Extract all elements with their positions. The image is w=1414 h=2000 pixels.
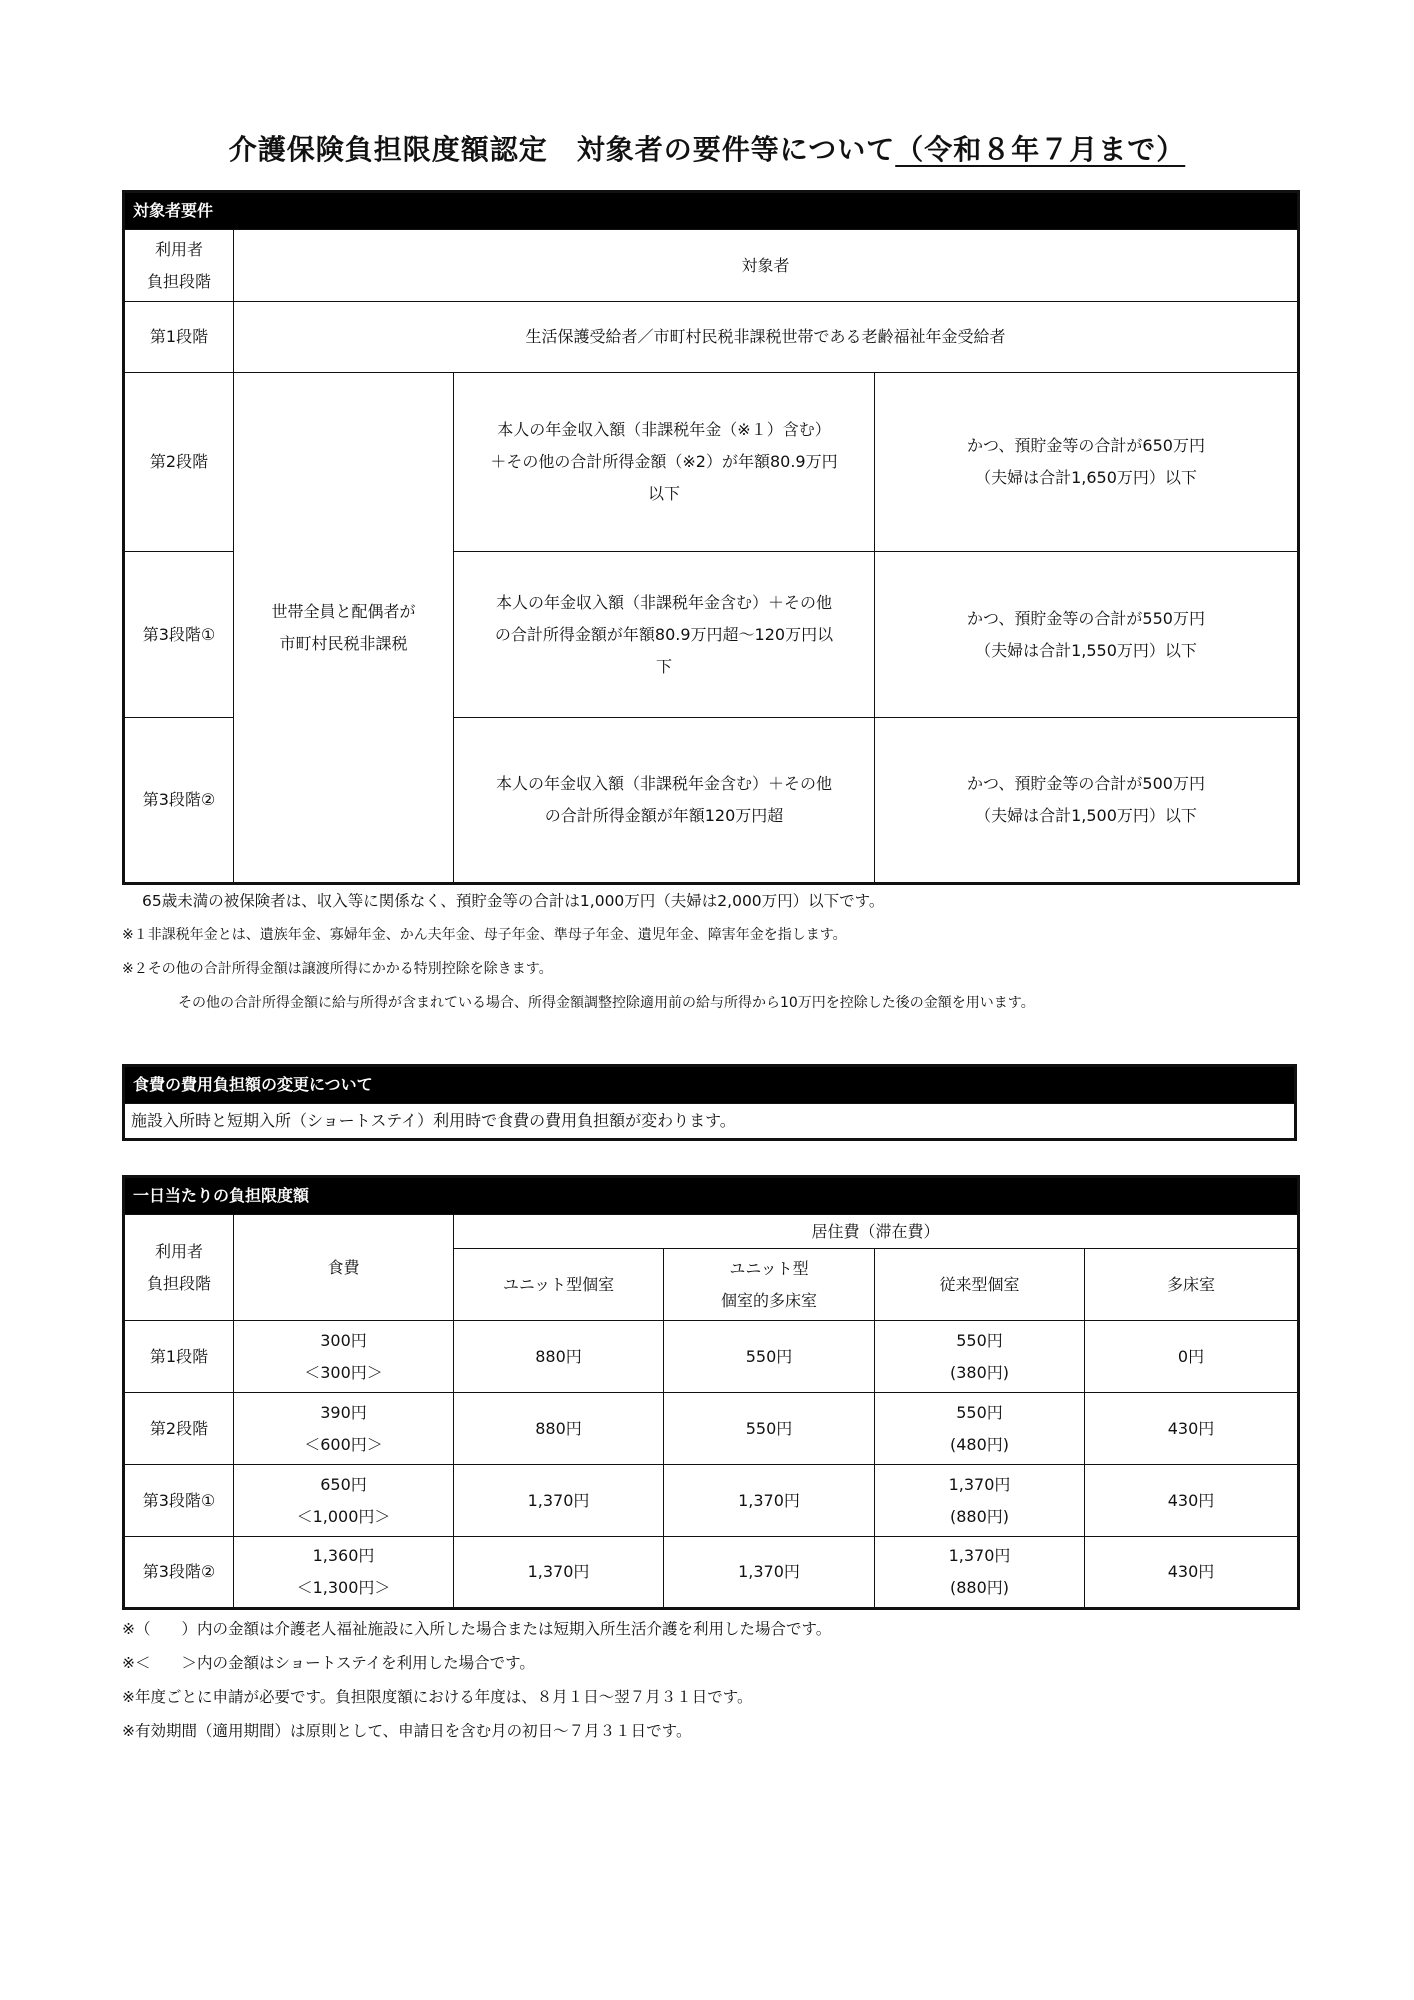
dl-col-conventional: 従来型個室 — [875, 1249, 1085, 1321]
note-salary-income: その他の合計所得金額に給与所得が含まれている場合、所得金額調整控除適用前の給与所得から10万円を控除した後の金額を用います。 — [178, 995, 1035, 1011]
dl-unit-private: 1,370円 — [454, 1465, 664, 1537]
dl-multi: 430円 — [1085, 1537, 1299, 1609]
dl-col-food: 食費 — [234, 1215, 454, 1321]
dl-unit-semi: 1,370円 — [664, 1537, 875, 1609]
table-row — [124, 1465, 1299, 1537]
stage3-2-income: 本人の年金収入額（非課税年金含む）＋その他 の合計所得金額が年額120万円超 — [454, 718, 875, 884]
household-condition: 世帯全員と配偶者が 市町村民税非課税 — [234, 373, 454, 884]
food-change-table — [122, 1064, 1297, 1141]
dl-multi: 430円 — [1085, 1393, 1299, 1465]
dl-multi: 0円 — [1085, 1321, 1299, 1393]
stage1-target: 生活保護受給者／市町村民税非課税世帯である老齢福祉年金受給者 — [234, 302, 1299, 373]
dl-stage: 第2段階 — [124, 1393, 234, 1465]
note-angle-brackets: ※＜ ＞内の金額はショートステイを利用した場合です。 — [122, 1654, 535, 1672]
dl-col-multi: 多床室 — [1085, 1249, 1299, 1321]
daily-limits-table — [122, 1175, 1300, 1610]
dl-conventional: 550円 (480円) — [875, 1393, 1085, 1465]
food-change-header: 食費の費用負担額の変更について — [124, 1066, 1296, 1104]
dl-col-residence: 居住費（滞在費） — [454, 1215, 1299, 1249]
table-row — [124, 1393, 1299, 1465]
requirements-notes — [122, 884, 1035, 1020]
dl-conventional: 1,370円 (880円) — [875, 1465, 1085, 1537]
note-other-income: ※２その他の合計所得金額は譲渡所得にかかる特別控除を除きます。 — [122, 961, 553, 977]
dl-food: 300円 ＜300円＞ — [234, 1321, 454, 1393]
stage2-label: 第2段階 — [124, 373, 234, 552]
title-main: 介護保険負担限度額認定 対象者の要件等について — [228, 133, 896, 166]
note-nontaxable-pension: ※１非課税年金とは、遺族年金、寡婦年金、かん夫年金、母子年金、準母子年金、遺児年金、障害年金を指します。 — [122, 927, 847, 943]
dl-col-unit-private: ユニット型個室 — [454, 1249, 664, 1321]
daily-limits-header: 一日当たりの負担限度額 — [124, 1177, 1299, 1215]
requirements-header: 対象者要件 — [124, 192, 1299, 230]
requirements-table — [122, 190, 1300, 885]
stage3-1-label: 第3段階① — [124, 552, 234, 718]
dl-stage: 第1段階 — [124, 1321, 234, 1393]
dl-unit-private: 880円 — [454, 1393, 664, 1465]
stage2-income: 本人の年金収入額（非課税年金（※１）含む） ＋その他の合計所得金額（※2）が年額80.9万円 以下 — [454, 373, 875, 552]
note-annual-application: ※年度ごとに申請が必要です。負担限度額における年度は、８月１日～翌７月３１日です。 — [122, 1688, 753, 1706]
col-stage-header: 利用者 負担段階 — [124, 230, 234, 302]
dl-col-unit-semi: ユニット型 個室的多床室 — [664, 1249, 875, 1321]
stage3-2-label: 第3段階② — [124, 718, 234, 884]
title-period: （令和８年７月まで） — [895, 133, 1186, 166]
dl-stage: 第3段階① — [124, 1465, 234, 1537]
dl-unit-semi: 550円 — [664, 1393, 875, 1465]
note-parentheses: ※（ ）内の金額は介護老人福祉施設に入所した場合または短期入所生活介護を利用した場合です。 — [122, 1620, 832, 1638]
table-row — [124, 1537, 1299, 1609]
note-under-65: 65歳未満の被保険者は、収入等に関係なく、預貯金等の合計は1,000万円（夫婦は2,000万円）以下です。 — [142, 892, 885, 910]
stage3-2-assets: かつ、預貯金等の合計が500万円 （夫婦は合計1,500万円）以下 — [875, 718, 1299, 884]
stage3-1-assets: かつ、預貯金等の合計が550万円 （夫婦は合計1,550万円）以下 — [875, 552, 1299, 718]
col-target-header: 対象者 — [234, 230, 1299, 302]
dl-food: 650円 ＜1,000円＞ — [234, 1465, 454, 1537]
stage1-label: 第1段階 — [124, 302, 234, 373]
food-change-text: 施設入所時と短期入所（ショートステイ）利用時で食費の費用負担額が変わります。 — [124, 1104, 1296, 1140]
daily-limits-notes — [122, 1612, 831, 1748]
dl-conventional: 1,370円 (880円) — [875, 1537, 1085, 1609]
dl-col-stage: 利用者 負担段階 — [124, 1215, 234, 1321]
dl-conventional: 550円 (380円) — [875, 1321, 1085, 1393]
table-row — [124, 1321, 1299, 1393]
page-title — [0, 128, 1414, 168]
dl-multi: 430円 — [1085, 1465, 1299, 1537]
dl-food: 1,360円 ＜1,300円＞ — [234, 1537, 454, 1609]
dl-stage: 第3段階② — [124, 1537, 234, 1609]
dl-unit-private: 1,370円 — [454, 1537, 664, 1609]
dl-unit-private: 880円 — [454, 1321, 664, 1393]
dl-unit-semi: 1,370円 — [664, 1465, 875, 1537]
note-validity-period: ※有効期間（適用期間）は原則として、申請日を含む月の初日～７月３１日です。 — [122, 1722, 692, 1740]
stage3-1-income: 本人の年金収入額（非課税年金含む）＋その他 の合計所得金額が年額80.9万円超～120万円以 下 — [454, 552, 875, 718]
dl-unit-semi: 550円 — [664, 1321, 875, 1393]
stage2-assets: かつ、預貯金等の合計が650万円 （夫婦は合計1,650万円）以下 — [875, 373, 1299, 552]
dl-food: 390円 ＜600円＞ — [234, 1393, 454, 1465]
